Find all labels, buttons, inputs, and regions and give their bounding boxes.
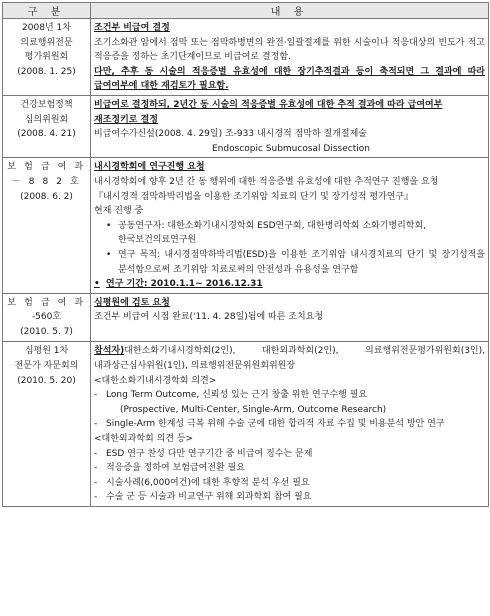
content-text: 조건부 비급여 시점 완료('11. 4. 28일)됨에 따른 조치요청 [94, 312, 324, 323]
attendees-list: 대한소화기내시경학회(2인), 대한외과학회(2인), 의료행위전문평가위원회(3인), 내과상근심사위원(1인), 의료행위전문위원회위원장 [94, 346, 485, 372]
dash-icon: - [94, 390, 98, 401]
category-cell [3, 293, 91, 342]
table-row [3, 95, 489, 157]
decision-title: 비급여로 결정하되, 2년간 동 시술의 적응증별 유효성에 대한 추적 결과에 따라 급여여부 재조정키로 결정 [94, 99, 443, 125]
category-line: 전문가 자문회의 [14, 361, 79, 372]
table-row [3, 19, 489, 96]
list-item-text: 대한소화기내시경학회 ESD연구회, 대한병리학회 소화기병리학회, 한국보건의료연구원 [118, 220, 427, 246]
category-line: 보 험 급 여 과 [7, 297, 86, 308]
category-cell [3, 95, 91, 157]
list-item-text: 내시경점막하박리법(ESD)을 이용한 조기위암 내시경치료의 단기 및 장기성적을 분석함으로써 조기위암 치료로써의 안전성과 유용성을 연구함 [118, 249, 485, 275]
content-cell [91, 19, 489, 96]
table-row [3, 293, 489, 342]
list-item [94, 490, 485, 505]
review-history-table [2, 2, 489, 507]
header-content: 내 용 [91, 3, 489, 19]
dash-icon: - [94, 448, 98, 459]
content-cell [91, 293, 489, 342]
list-item [94, 388, 485, 403]
list-item-label: 공동연구자: [118, 220, 168, 231]
category-line: (2008. 1. 25) [17, 66, 76, 77]
content-cell [91, 95, 489, 157]
review-history-table-wrapper [2, 2, 488, 507]
table-row [3, 158, 489, 293]
category-line: (2010. 5. 7) [20, 326, 73, 337]
content-text: 내시경학회에 향후 2년 간 동 행위에 대한 적응증별 유효성에 대한 추적연구 진행을 요청 [94, 176, 439, 187]
category-line: 심평원 1차 [24, 346, 69, 357]
category-line: (2008. 6. 2) [20, 191, 73, 202]
bullet-icon: • [106, 249, 112, 260]
opinion-heading: <대한외과학회 의견 등> [94, 434, 194, 445]
category-line: 보 험 급 여 과 [7, 162, 86, 173]
bullet-icon: • [106, 220, 112, 231]
table-row [3, 342, 489, 507]
study-title: 『내시경적 점막하박리법을 이용한 조기위암 치료의 단기 및 장기성적 평가연구』 [94, 191, 414, 202]
attendees-label: 참석자) [94, 346, 125, 357]
content-cell [91, 342, 489, 507]
content-text: 조기소화관 암에서 점막 또는 점막하병변의 완전·일괄절제를 위한 시술이나 적응대상의 빈도가 적고 적응증을 정하는 초기단계이므로 비급여로 결정함. [94, 37, 485, 63]
decision-title: 내시경학회에 연구진행 요청 [94, 162, 205, 173]
decision-title: 조건부 비급여 결정 [94, 23, 170, 33]
list-item-label: 연구 목적: [118, 249, 165, 260]
list-item-text: Long Term Outcome, 신뢰성 있는 근거 창출 위한 연구수행 필요 [106, 390, 368, 401]
list-item-text: 시술사례(6,000여건)에 대한 후향적 분석 우선 필요 [106, 477, 310, 488]
list-item-label: 연구 기간: [106, 279, 151, 290]
dash-icon: - [94, 419, 98, 430]
list-item [94, 248, 485, 277]
category-line: 심의위원회 [24, 114, 69, 125]
category-line: 2008년 1차 [22, 23, 71, 33]
dash-icon: - [94, 492, 98, 503]
list-item [94, 219, 485, 248]
category-cell [3, 158, 91, 293]
category-line: 건강보험정책 [20, 99, 73, 110]
header-category: 구 분 [3, 3, 91, 19]
category-line: 의료행위전문 [20, 37, 73, 48]
category-line: － 8 8 2 호 [11, 176, 82, 187]
list-item [94, 461, 485, 476]
content-cell [91, 158, 489, 293]
table-header-row [3, 3, 489, 19]
list-item [94, 476, 485, 491]
list-item-text: 적응증을 정하여 보험급여전환 필요 [106, 463, 245, 474]
content-text: 다만, 추후 동 시술의 적응증별 유효성에 대한 장기추적결과 등이 축적되면 그 결과에 따라 급여여부에 대한 재검토가 필요함. [94, 66, 485, 92]
category-cell [3, 342, 91, 507]
bullet-icon: • [94, 279, 100, 290]
category-line: 평가위원회 [24, 52, 69, 63]
list-item [94, 417, 485, 432]
content-text: 현재 진행 중 [94, 206, 144, 217]
content-text: Endoscopic Submucosal Dissection [212, 143, 370, 154]
category-line: (2008. 4. 21) [17, 129, 76, 140]
category-cell [3, 19, 91, 96]
list-item-text: ESD 연구 찬성 다만 연구기간 중 비급여 징수는 문제 [106, 448, 313, 459]
content-text: 비급여수가신설(2008. 4. 29일) 조-933 내시경적 점막하 절개절제술 [94, 129, 367, 140]
decision-title: 심평원에 검토 요청 [94, 297, 170, 308]
list-item-text: 수술 군 등 시술과 비교연구 위해 외과학회 참여 필요 [106, 492, 312, 503]
opinion-heading: <대한소화기내시경학회 의견> [94, 375, 217, 386]
content-text: (Prospective, Multi-Center, Single-Arm, Outcome Research) [120, 404, 387, 415]
dash-icon: - [94, 463, 98, 474]
list-item-text: 2010.1.1~ 2016.12.31 [150, 279, 263, 290]
attendees-text [94, 344, 485, 373]
list-item [94, 447, 485, 462]
dash-icon: - [94, 477, 98, 488]
category-line: -560호 [31, 312, 62, 323]
list-item-text: Single-Arm 한계성 극복 위해 수술 군에 대한 합리적 자료 수집 및 비용분석 방안 연구 [106, 419, 445, 430]
list-item [94, 277, 485, 292]
category-line: (2010. 5. 20) [17, 375, 76, 386]
